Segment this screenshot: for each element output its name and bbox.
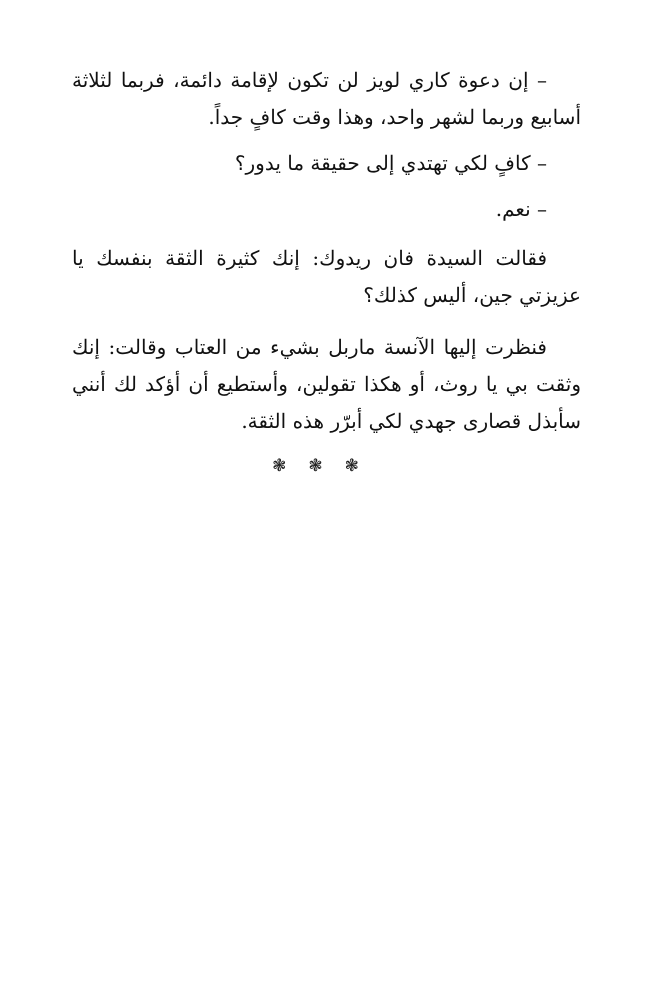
paragraph-carrie-louise-invitation: – إن دعوة كاري لويز لن تكون لإقامة دائمة، فربما لثلاثة أسابيع وربما لشهر واحد، وهذا وقت كافٍ جداً. [72,68,581,129]
paragraph-yes-reply: – نعم. [495,197,547,221]
paragraph-enough-time-question: – كافٍ لكي تهتدي إلى حقيقة ما يدور؟ [234,151,547,175]
section-separator-ornament: ❃❃❃ [272,456,381,476]
paragraph-van-rydock-remark: فقالت السيدة فان ريدوك: إنك كثيرة الثقة بنفسك يا عزيزتي جين، أليس كذلك؟ [72,246,581,307]
paragraph-miss-marple-reply: فنظرت إليها الآنسة ماربل بشيء من العتاب وقالت: إنك وثقت بي يا روث، أو هكذا تقولين، وأستطيع أن أؤكد لك أنني سأبذل قصارى جهدي لكي أبرّر هذه الثقة. [72,335,581,433]
page-body [72,62,581,478]
